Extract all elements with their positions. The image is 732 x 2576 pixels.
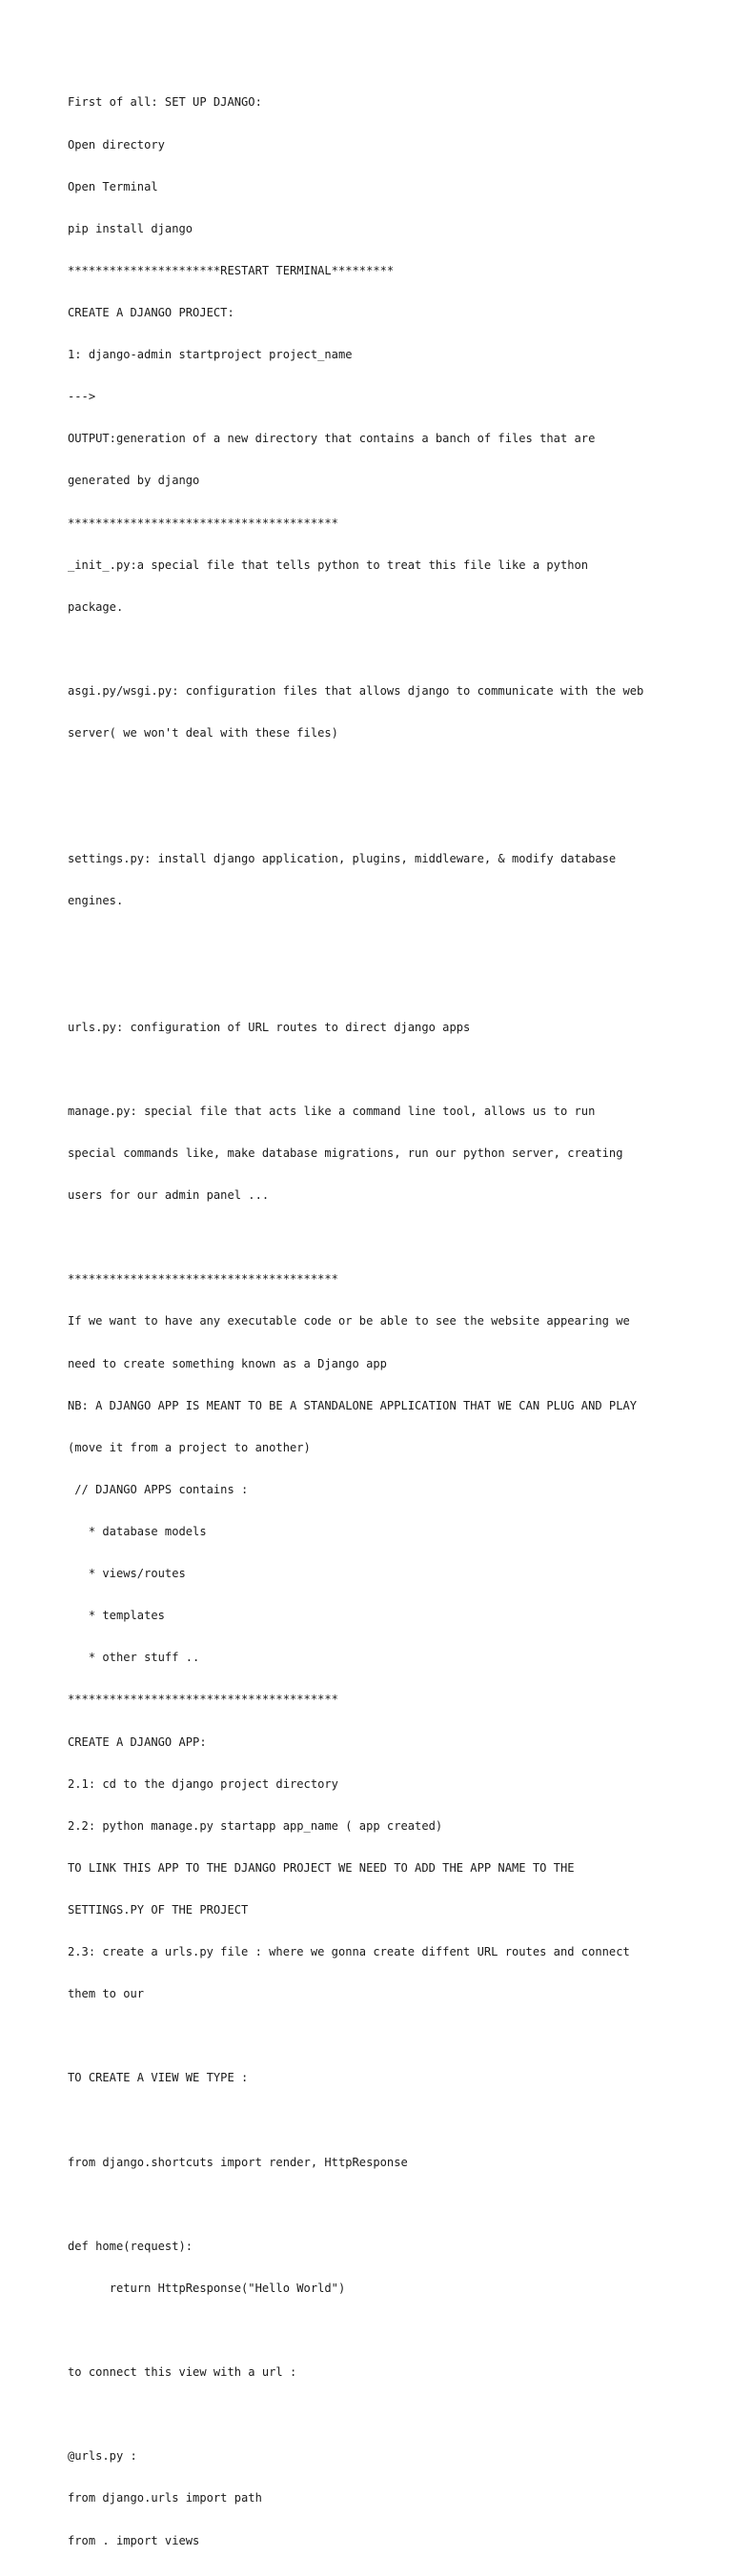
text-line: CREATE A DJANGO PROJECT: <box>68 305 234 319</box>
text-line: CREATE A DJANGO APP: <box>68 1734 207 1749</box>
text-line: manage.py: special file that acts like a command line tool, allows us to run <box>68 1104 596 1118</box>
blank-line <box>68 1063 697 1077</box>
text-line: special commands like, make database migrations, run our python server, creating <box>68 1146 623 1161</box>
document-text <box>68 68 697 2576</box>
text-line: package. <box>68 599 124 614</box>
text-line: urls.py: configuration of URL routes to direct django apps <box>68 1020 471 1034</box>
separator-line: **********************RESTART TERMINAL********* <box>68 263 395 277</box>
text-line: 1: django-admin startproject project_name <box>68 348 353 362</box>
text-line: settings.py: install django application, plugins, middleware, & modify database <box>68 852 617 866</box>
text-line: 2.3: create a urls.py file : where we gonna create diffent URL routes and connect <box>68 1945 630 1959</box>
code-line: from django.shortcuts import render, HttpResponse <box>68 2155 408 2169</box>
code-line: return HttpResponse("Hello World") <box>68 2281 346 2295</box>
blank-line <box>68 1230 697 1245</box>
text-line: 2.1: cd to the django project directory <box>68 1776 338 1791</box>
text-line: If we want to have any executable code or be able to see the website appearing we <box>68 1314 630 1329</box>
text-line: Open directory <box>68 137 165 152</box>
text-line: to connect this view with a url : <box>68 2365 297 2380</box>
blank-line <box>68 642 697 657</box>
blank-line <box>68 979 697 993</box>
blank-line <box>68 810 697 824</box>
text-line: ---> <box>68 390 96 404</box>
text-line: Open Terminal <box>68 179 158 193</box>
code-line: from . import views <box>68 2533 200 2547</box>
blank-line <box>68 2114 697 2128</box>
text-line: asgi.py/wsgi.py: configuration files that allows django to communicate with the web <box>68 683 644 698</box>
text-line: OUTPUT:generation of a new directory that contains a banch of files that are <box>68 432 596 446</box>
list-item: * views/routes <box>68 1567 186 1581</box>
code-line: @urls.py : <box>68 2449 137 2464</box>
text-line: need to create something known as a Django app <box>68 1356 387 1370</box>
blank-line <box>68 937 697 951</box>
text-line: engines. <box>68 894 124 908</box>
text-line: NB: A DJANGO APP IS MEANT TO BE A STANDALONE APPLICATION THAT WE CAN PLUG AND PLAY <box>68 1398 638 1412</box>
blank-line <box>68 2029 697 2043</box>
blank-line <box>68 2323 697 2338</box>
blank-line <box>68 768 697 782</box>
text-line: // DJANGO APPS contains : <box>68 1482 249 1496</box>
text-line: TO CREATE A VIEW WE TYPE : <box>68 2071 249 2085</box>
text-line: server( we won't deal with these files) <box>68 726 338 740</box>
text-line: 2.2: python manage.py startapp app_name ( app created) <box>68 1818 443 1833</box>
text-line: them to our <box>68 1987 145 2001</box>
list-item: * templates <box>68 1609 165 1623</box>
text-line: _init_.py:a special file that tells python to treat this file like a python <box>68 558 589 572</box>
text-line: TO LINK THIS APP TO THE DJANGO PROJECT WE NEED TO ADD THE APP NAME TO THE <box>68 1860 575 1875</box>
text-line: generated by django <box>68 474 200 488</box>
text-line: SETTINGS.PY OF THE PROJECT <box>68 1903 249 1917</box>
separator-line: *************************************** <box>68 516 338 530</box>
separator-line: *************************************** <box>68 1693 338 1707</box>
text-line: First of all: SET UP DJANGO: <box>68 95 262 110</box>
separator-line: *************************************** <box>68 1272 338 1287</box>
list-item: * other stuff .. <box>68 1651 200 1665</box>
text-line: users for our admin panel ... <box>68 1188 270 1203</box>
text-line: pip install django <box>68 221 193 235</box>
list-item: * database models <box>68 1525 207 1539</box>
code-line: def home(request): <box>68 2239 193 2253</box>
text-line: (move it from a project to another) <box>68 1440 311 1454</box>
blank-line <box>68 2198 697 2212</box>
blank-line <box>68 2407 697 2422</box>
code-line: from django.urls import path <box>68 2491 262 2505</box>
